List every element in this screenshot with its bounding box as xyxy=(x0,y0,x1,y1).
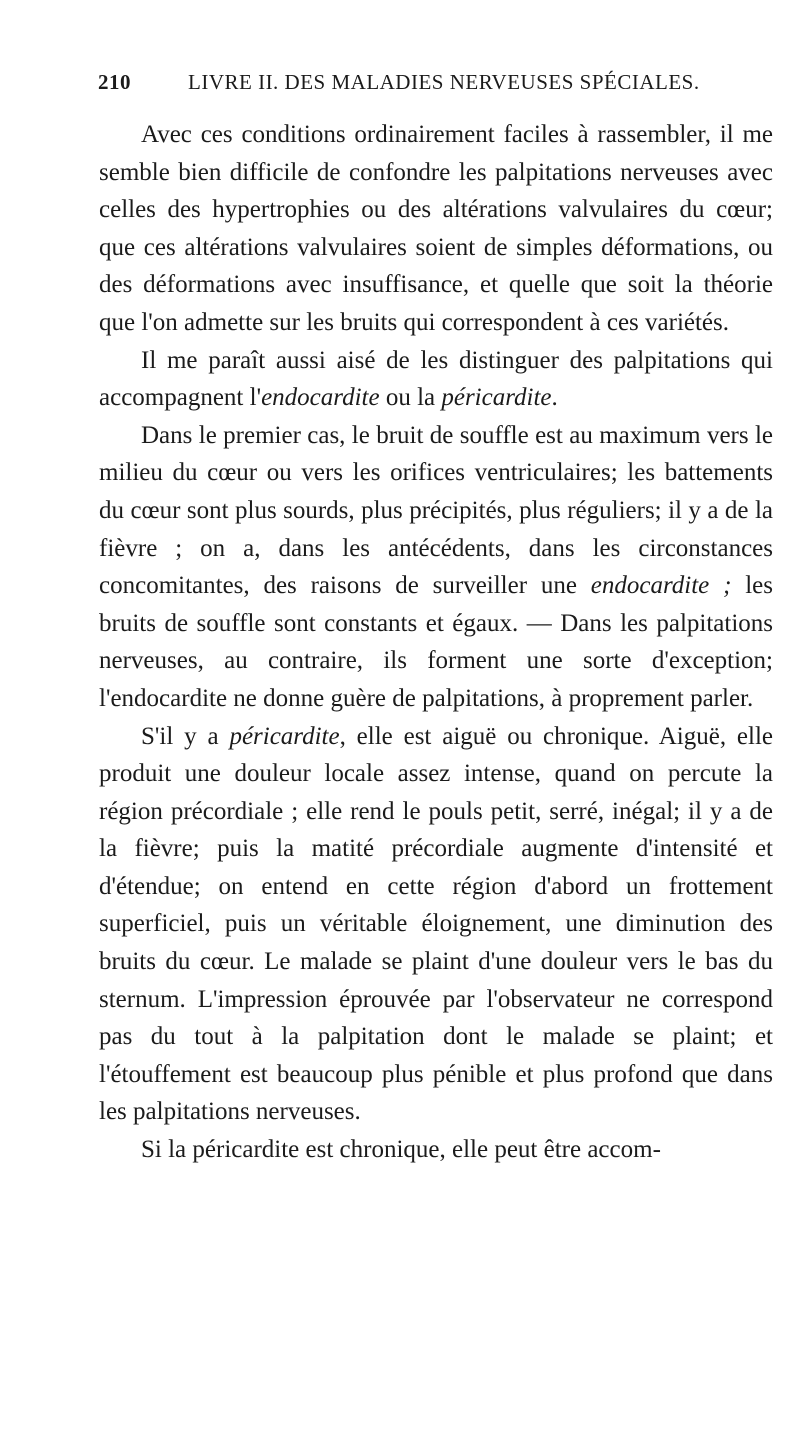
running-title: LIVRE II. DES MALADIES NERVEUSES SPÉCIALES. xyxy=(188,70,700,94)
text-run: Avec ces conditions ordinairement faciles à rassembler, il me semble bien difficile de confondre les palpitations nerveuses avec celles des hypertrophies ou des altérations valvulaires du cœur; que ces altérations valvulaires soient de simples déformations, ou des déformations avec insuffisance, et quelle que soit la théorie que l'on admette sur les bruits qui correspondent à ces variétés. xyxy=(99,121,773,336)
page-number: 210 xyxy=(98,70,131,94)
text-run: Si la péricardite est chronique, elle peut être accom- xyxy=(141,1136,661,1164)
text-run: . xyxy=(551,384,558,412)
paragraph xyxy=(99,1131,773,1169)
italic-term: endocardite ; xyxy=(590,572,732,600)
italic-term: endocardite xyxy=(261,384,380,412)
paragraph xyxy=(99,342,773,417)
paragraph xyxy=(99,718,773,1132)
text-run: S'il y a xyxy=(141,722,230,750)
italic-term: péricardite xyxy=(229,722,340,750)
italic-term: péricardite xyxy=(441,384,552,412)
paragraph xyxy=(99,417,773,718)
page-header xyxy=(98,70,788,106)
text-run: les bruits de souffle sont constants et égaux. — Dans les palpitations nerveuses, au contraire, ils forment une sorte d'exception; l'endocardite ne donne guère de palpitations, à proprement parler. xyxy=(99,572,773,712)
text-run: l' xyxy=(249,384,262,412)
text-run: , elle est aiguë ou chronique. Aiguë, elle produit une douleur locale assez intense, quand on percute la région précordiale ; elle rend le pouls petit, serré, inégal; il y a de la fièvre; puis la matité précordiale augmente d'intensité et d'étendue; on entend en cette région d'abord un frottement superficiel, puis un véritable éloignement, une diminution des bruits du cœur. Le malade se plaint d'une douleur vers le bas du sternum. L'impression éprouvée par l'observateur ne correspond pas du tout à la palpitation dont le malade se plaint; et l'étouffement est beaucoup plus pénible et plus profond que dans les palpitations nerveuses. xyxy=(99,722,773,1126)
body-text xyxy=(99,116,773,1169)
text-run: ou la xyxy=(379,384,442,412)
paragraph xyxy=(99,116,773,342)
text-run: Dans le premier cas, le bruit de souffle est au maximum vers le milieu du cœur ou vers les orifices ventriculaires; les battements du cœur sont plus sourds, plus précipités, plus réguliers; il y a de la fièvre ; on a, dans les antécédents, dans les circonstances concomitantes, des raisons de surveiller une xyxy=(99,421,773,600)
text-run: Il me paraît aussi aisé de les distinguer des palpitations qui accompagnent xyxy=(99,346,773,412)
